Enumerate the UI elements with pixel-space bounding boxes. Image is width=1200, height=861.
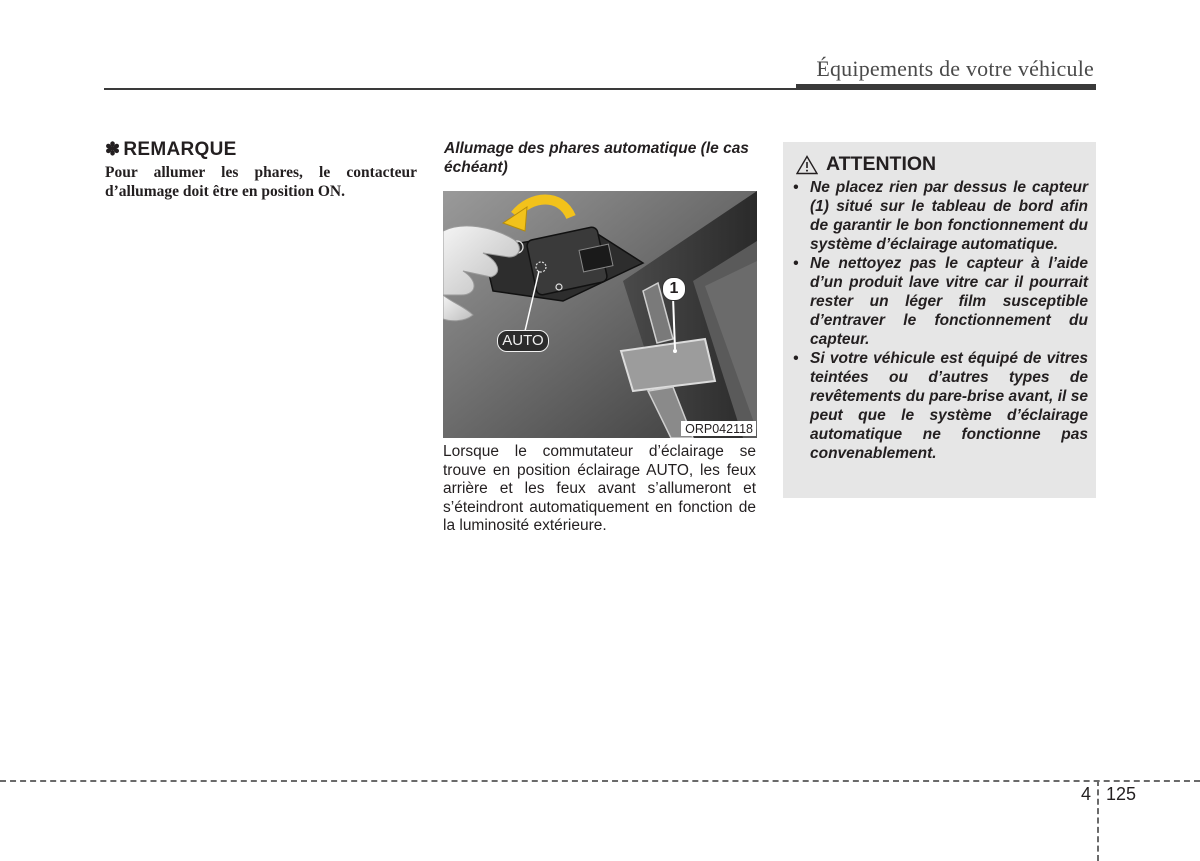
image-code: ORP042118 bbox=[681, 421, 756, 436]
auto-label: AUTO bbox=[497, 330, 549, 352]
footer-divider bbox=[1097, 780, 1099, 861]
attention-title bbox=[796, 153, 936, 176]
note-star-icon: ✽ bbox=[105, 139, 121, 159]
attention-item: • Ne nettoyez pas le capteur à l’aide d’un produit lave vitre car il pourrait rester un léger film susceptible d’entraver le fonctionnement du capteur. bbox=[793, 255, 1088, 348]
note-heading bbox=[105, 139, 237, 161]
warning-triangle-icon bbox=[796, 155, 818, 175]
header-rule bbox=[104, 88, 796, 90]
headlight-switch-illustration bbox=[443, 191, 757, 438]
sensor-callout: 1 bbox=[662, 277, 686, 301]
chapter-number: 4 bbox=[1081, 784, 1092, 804]
page-number: 125 bbox=[1106, 784, 1137, 804]
section-title: Équipements de votre véhicule bbox=[816, 56, 1094, 81]
attention-title-text: ATTENTION bbox=[826, 153, 937, 175]
note-body: Pour allumer les phares, le contacteur d’allumage doit être en position ON. bbox=[105, 164, 417, 200]
attention-list bbox=[792, 178, 1088, 463]
footer-rule bbox=[0, 780, 1200, 782]
attention-item: • Si votre véhicule est équipé de vitres teintées ou d’autres types de revêtements du pare-brise avant, il se peut que le système d’éclairage automatique ne fonctionne pas convenablement. bbox=[793, 350, 1088, 462]
note-heading-text: REMARQUE bbox=[123, 139, 237, 160]
auto-headlights-body: Lorsque le commutateur d’éclairage se trouve en position éclairage AUTO, les feux arrière et les feux avant s’allumeront et s’éteindront automatiquement en fonction de la luminosité extérieure. bbox=[443, 443, 756, 534]
attention-item: • Ne placez rien par dessus le capteur (1) situé sur le tableau de bord afin de garantir le bon fonctionnement du système d’éclairage automatique. bbox=[793, 179, 1088, 253]
section-heading: Allumage des phares automatique (le cas échéant) bbox=[444, 140, 749, 176]
header-rule-accent bbox=[796, 84, 1096, 90]
